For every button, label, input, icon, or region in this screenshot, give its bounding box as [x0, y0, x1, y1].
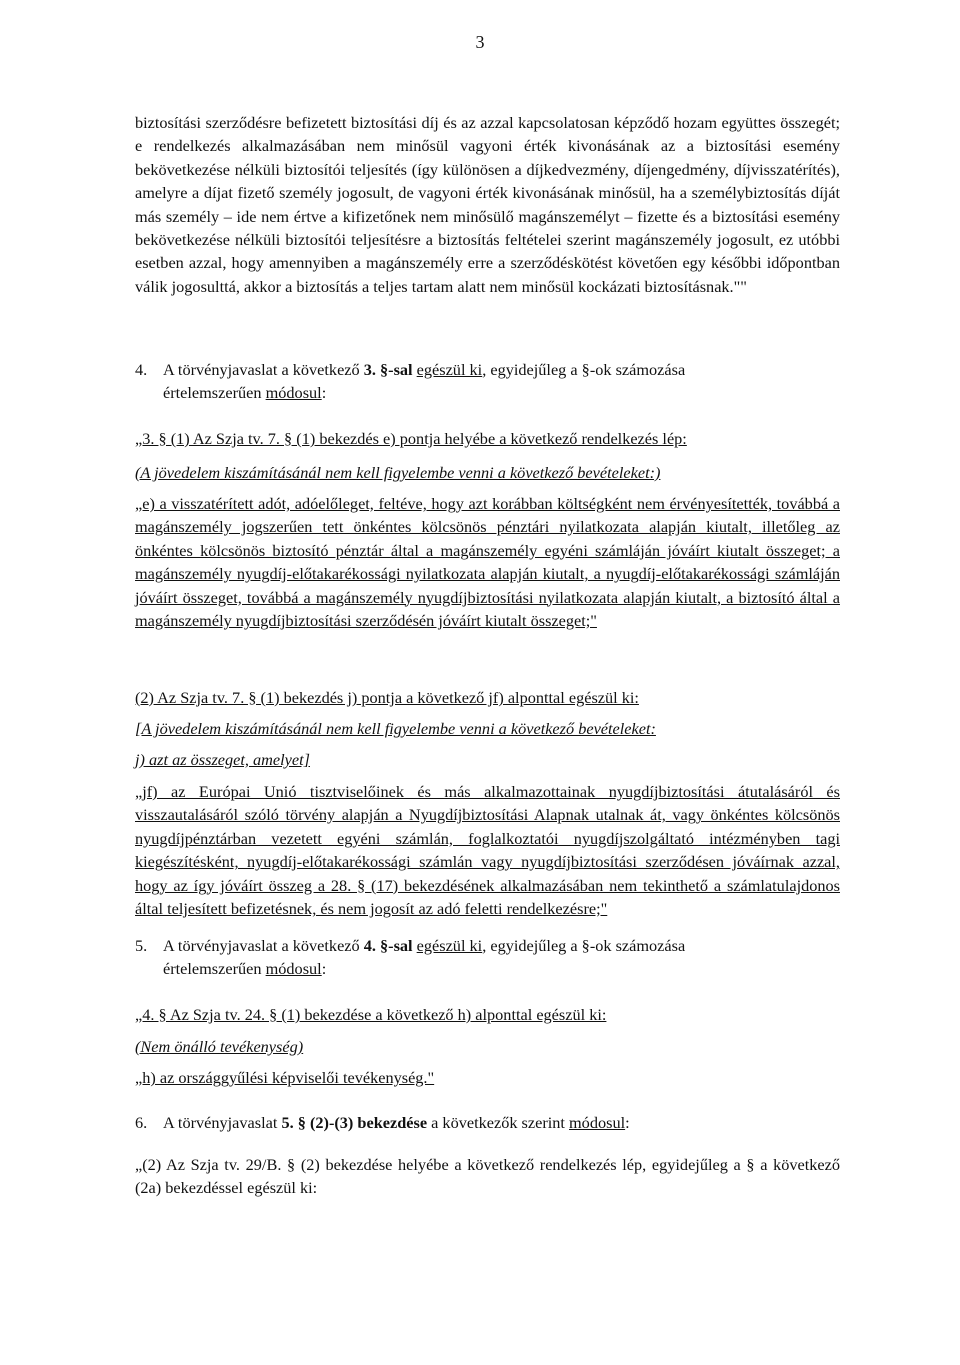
- item-4-text-e: , egyidejűleg a §-ok számozása: [482, 360, 686, 379]
- item-5: [135, 934, 840, 981]
- s3-jf-point: „jf) az Európai Unió tisztviselőinek és más alkalmazottainak nyugdíjbiztosítási átutalásáról és visszautalásáról szóló törvény alapján a Nyugdíjbiztosítási Alapnak utalnak át, vagy önkéntes kölcsönös nyugdíjpénztárban vezetett egyéni számlán, foglalkoztatói nyugdíjszolgáltató intézményben tagi kiegészítésként, nyugdíj-előtakarékossági számlán vagy nyugdíjbiztosítási szerződésen jóváírnak azzal, hogy az így jóváírt összeg a 28. § (17) bekezdésének alkalmazásában nem tekinthető a számlatulajdonos által teljesített befizetésnek, és nem jogosít az adó feletti rendelkezésre;": [135, 782, 840, 919]
- s4-h-point: „h) az országgyűlési képviselői tevékenység.": [135, 1068, 435, 1087]
- s3-2-heading: (2) Az Szja tv. 7. § (1) bekezdés j) pontja a következő jf) alponttal egészül ki:: [135, 688, 639, 707]
- item-6-section-ref: 5. § (2)-(3) bekezdése: [281, 1113, 428, 1132]
- item-5-line2-a: értelemszerűen: [163, 959, 266, 979]
- s4-heading: „4. § Az Szja tv. 24. § (1) bekezdése a következő h) alponttal egészül ki:: [135, 1005, 607, 1024]
- item-6: [135, 1111, 840, 1134]
- item-6-number: 6.: [135, 1113, 148, 1132]
- s3-heading: „3. § (1) Az Szja tv. 7. § (1) bekezdés e) pontja helyébe a következő rendelkezés lép:: [135, 429, 687, 448]
- item-4-number: 4.: [135, 360, 148, 379]
- item-6-amend-verb: módosul: [569, 1113, 626, 1132]
- item-6-line-1: [135, 1111, 840, 1134]
- item-4-line2-a: értelemszerűen: [163, 383, 266, 403]
- item-5-text-e: , egyidejűleg a §-ok számozása: [482, 936, 686, 955]
- item-6-text-a: A törvényjavaslat: [163, 1113, 282, 1132]
- item-5-line2-b: módosul: [265, 959, 322, 979]
- item-5-text-a: A törvényjavaslat a következő: [163, 936, 364, 955]
- item-4-line-2: [135, 381, 840, 404]
- s3-e-point: „e) a visszatérített adót, adóelőleget, feltéve, hogy azt korábban költségként nem érvényesítették, továbbá a magánszemély jogszerűen tett önkéntes kölcsönös pénztári nyilatkozata alapján kiutalt, illetőleg az önkéntes kölcsönös biztosító pénztár által a magánszemély egyéni számláján jóváírt kiutalt összeget; a magánszemély nyugdíj-előtakarékossági nyilatkozata alapján kiutalt, a nyugdíj-előtakarékossági számláján jóváírt összeget, továbbá a magánszemély nyugdíjbiztosítási nyilatkozata alapján kiutalt, a biztosító által a magánszemély nyugdíjbiztosítási szerződésén jóváírt kiutalt összeget;": [135, 494, 840, 631]
- s3-context: (A jövedelem kiszámításánál nem kell figyelembe venni a következő bevételeket:): [135, 463, 661, 482]
- item-4-text-a: A törvényjavaslat a következő: [163, 360, 364, 379]
- item-5-section-ref: 4. §-sal: [363, 936, 413, 955]
- item-4-amend-verb: egészül ki: [416, 360, 483, 379]
- item-5-line-2: [135, 957, 840, 980]
- item-5-amend-verb: egészül ki: [416, 936, 483, 955]
- item-6-text-e: :: [625, 1113, 630, 1132]
- s4-context: (Nem önálló tevékenység): [135, 1037, 304, 1056]
- item-5-line2-c: :: [321, 959, 327, 979]
- item-5-number: 5.: [135, 936, 148, 955]
- item-4-line2-c: :: [321, 383, 327, 403]
- s3-2-context: [A jövedelem kiszámításánál nem kell figyelembe venni a következő bevételeket:: [135, 719, 656, 738]
- s5-text: „(2) Az Szja tv. 29/B. § (2) bekezdése helyébe a következő rendelkezés lép, egyidejűleg a § a következő (2a) bekezdéssel egészül ki:: [135, 1155, 840, 1198]
- intro-paragraph: biztosítási szerződésre befizetett biztosítási díj és az azzal kapcsolatosan képződő hozam együttes összegét; e rendelkezés alkalmazásában nem minősül vagyoni érték kivonásának az a biztosítási esemény bekövetkezése nélküli biztosítói teljesítés (így különösen a díjkedvezmény, díjengedmény, díjvisszatérítés), amelyre a díjat fizető személy jogosult, de vagyoni érték kivonásának minősül, ha a személybiztosítás díját más személy – ide nem értve a kifizetőnek nem minősülő magánszemélyt – fizette és a biztosítási esemény bekövetkezése nélküli biztosítói teljesítésre a biztosítás feltételei szerint magánszemély jogosult, ez utóbbi esetben azzal, hogy amennyiben a magánszemély erre a szerződéskötést követően egy későbbi időpontban válik jogosulttá, akkor a biztosítás a teljes tartam alatt nem minősül kockázati biztosításnak."": [135, 113, 840, 296]
- s3-2-context-2: j) azt az összeget, amelyet]: [135, 750, 310, 769]
- item-4-section-ref: 3. §-sal: [363, 360, 413, 379]
- page-number: 3: [475, 32, 485, 52]
- item-5-line-1: [135, 934, 840, 957]
- item-6-text-c: a következők szerint: [427, 1113, 570, 1132]
- item-4-line2-b: módosul: [265, 383, 322, 403]
- item-4-line-1: [135, 358, 840, 381]
- item-4: [135, 358, 840, 405]
